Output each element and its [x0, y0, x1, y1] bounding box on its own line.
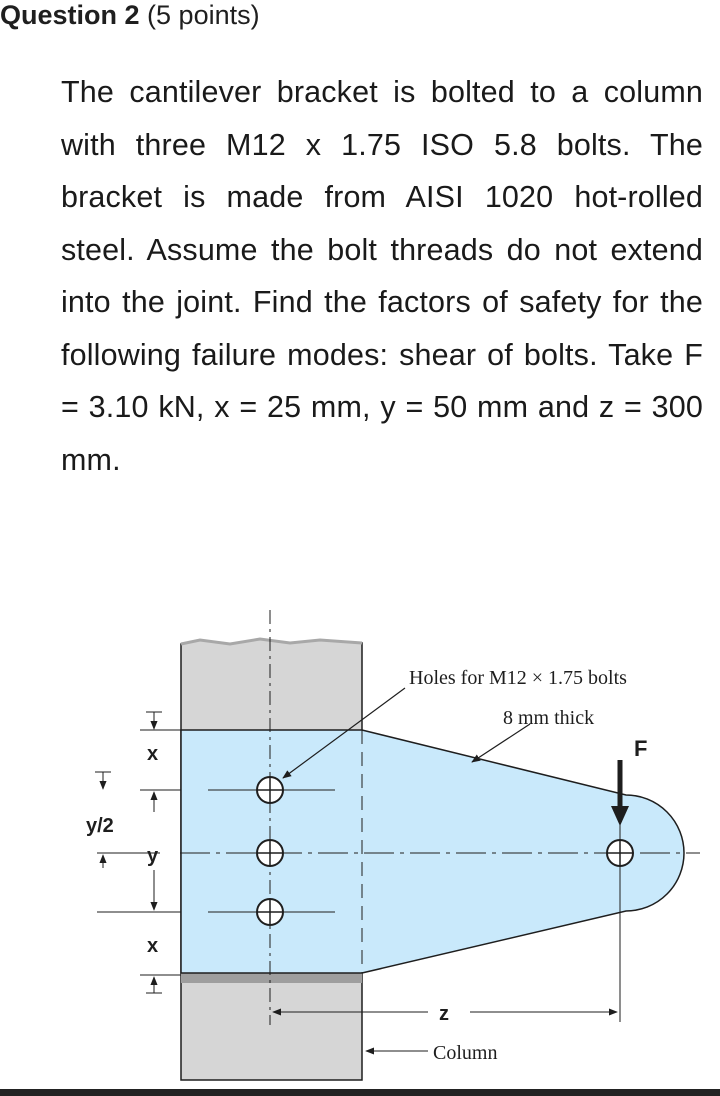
bracket-figure [0, 600, 720, 1090]
dim-z-label: z [439, 1003, 449, 1025]
question-text: The cantilever bracket is bolted to a column with three M12 x 1.75 ISO 5.8 bolts. The bracket is made from AISI 1020 hot-rolled steel. Assume the bolt threads do not extend into the joint. Find the factors of safety for the following failure modes: shear of bolts. Take F = 3.10 kN, x = 25 mm, y = 50 mm and z = 300 mm. [61, 75, 703, 477]
question-title: Question 2 [0, 0, 140, 30]
thickness-leader [472, 724, 530, 762]
force-label: F [634, 736, 648, 761]
column-bottom-band [181, 973, 362, 983]
question-header [0, 0, 260, 32]
dim-y-label: y [147, 845, 159, 867]
column-label: Column [433, 1042, 498, 1064]
bracket-diagram [0, 600, 720, 1090]
bolt-hole-3 [257, 899, 283, 925]
question-points: (5 points) [147, 0, 260, 30]
dim-x-top-label: x [147, 743, 159, 765]
bolt-hole-1 [257, 777, 283, 803]
holes-label: Holes for M12 × 1.75 bolts [409, 667, 627, 689]
bottom-bar [0, 1089, 720, 1096]
dim-x-bottom-label: x [147, 935, 159, 957]
dim-y-half-label: y/2 [86, 815, 114, 837]
thickness-label: 8 mm thick [503, 707, 595, 729]
bolt-hole-2 [257, 840, 283, 866]
load-hole [607, 840, 633, 866]
